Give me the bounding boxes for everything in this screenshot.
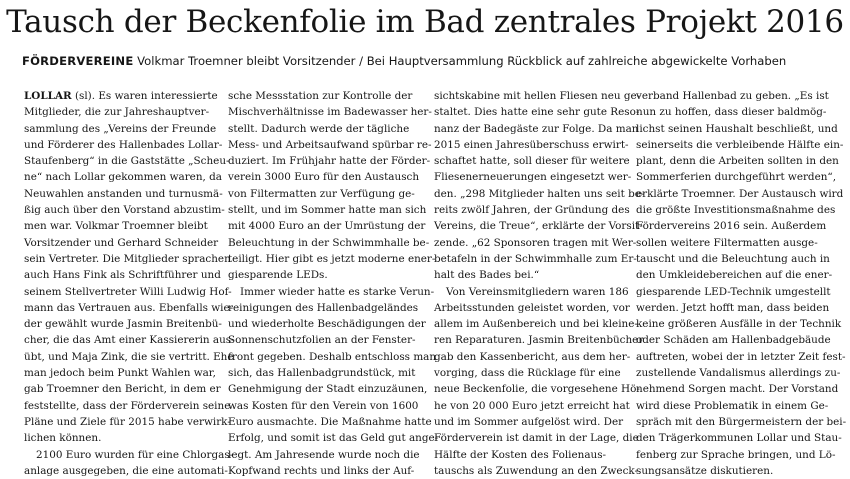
article-text-line: he von 20 000 Euro jetzt erreicht hat — [434, 399, 630, 412]
article-text-line: auch Hans Fink als Schriftführer und — [24, 269, 221, 282]
article-text-line: zende. „62 Sponsoren tragen mit Wer- — [434, 236, 637, 249]
article-text-line: stellt. Dadurch werde der tägliche — [228, 122, 410, 135]
article-text-line: neue Beckenfolie, die vorgesehene Hö- — [434, 383, 640, 396]
article-text-line: plant, denn die Arbeiten sollten in den — [636, 155, 839, 168]
article-text-line: sungsansätze diskutieren. — [636, 464, 774, 477]
article-text-line: ren Reparaturen. Jasmin Breitenbücher — [434, 334, 644, 347]
article-text-line: Sonnenschutzfolien an der Fenster- — [228, 334, 416, 347]
article-text-line: staltet. Dies hatte eine sehr gute Reso- — [434, 106, 640, 119]
article-text-line: nehmend Sorgen macht. Der Vorstand — [636, 383, 839, 396]
article-text-line: Mess- und Arbeitsaufwand spürbar re- — [228, 138, 432, 151]
article-text-line: und wiederholte Beschädigungen der — [228, 318, 426, 331]
article-text-line: der gewählt wurde Jasmin Breitenbü- — [24, 318, 222, 331]
article-text-line: ne“ nach Lollar gekommen waren, da — [24, 171, 222, 184]
article-text-line: ßig auch über den Vorstand abzustim- — [24, 204, 225, 217]
article-text-line: seinerseits die verbleibende Hälfte ein- — [636, 138, 844, 151]
article-text-line: Mischverhältnisse im Badewasser her- — [228, 106, 432, 119]
article-text-line: Mitglieder, die zur Jahreshauptver- — [24, 106, 210, 119]
article-text-line: 2015 einen Jahresüberschuss erwirt- — [434, 138, 629, 151]
article-text-line: man jedoch beim Punkt Wahlen war, — [24, 367, 216, 380]
article-kicker: FÖRDERVEREINE — [22, 54, 134, 68]
article-text-line: lichen können. — [24, 432, 102, 445]
article-text-line: giesparende LED-Technik umgestellt — [636, 285, 831, 298]
article-text-line: Arbeitsstunden geleistet worden, vor — [434, 301, 630, 314]
dateline-place: LOLLAR — [24, 90, 72, 102]
article-text-line: Genehmigung der Stadt einzuzäunen, — [228, 383, 428, 396]
article-text-line: cher, die das Amt einer Kassiererin aus- — [24, 334, 235, 347]
article-text-line: nun zu hoffen, dass dieser baldmög- — [636, 106, 827, 119]
article-text-line: legt. Am Jahresende wurde noch die — [228, 448, 420, 461]
article-text-line: fenberg zur Sprache bringen, und Lö- — [636, 448, 836, 461]
article-text-line: betafeln in der Schwimmhalle zum Er- — [434, 252, 637, 265]
article-text-line: übt, und Maja Zink, die sie vertritt. Ehe — [24, 350, 234, 363]
article-subheadline: Volkmar Troemner bleibt Vorsitzender / Bei Hauptversammlung Rückblick auf zahlreiche abgewickelte Vorhaben — [137, 54, 787, 68]
article-text-line: feststellte, dass der Förderverein seine — [24, 399, 231, 412]
article-text-line: sich, das Hallenbadgrundstück, mit — [228, 367, 416, 380]
article-text-line: von Filtermatten zur Verfügung ge- — [228, 187, 415, 200]
article-text-line: erklärte Troemner. Der Austausch wird — [636, 187, 844, 200]
article-text-line: allem im Außenbereich und bei kleine- — [434, 318, 638, 331]
article-text-line: teiligt. Hier gibt es jetzt moderne ener- — [228, 252, 436, 265]
article-text-line: sammlung des „Vereins der Freunde — [24, 122, 217, 135]
article-text-line: den Trägerkommunen Lollar und Stau- — [636, 432, 842, 445]
article-text-line: den Umkleidebereichen auf die ener- — [636, 269, 833, 282]
article-text-line: men war. Volkmar Troemner bleibt — [24, 220, 208, 233]
article-text-line: stellt, und im Sommer hatte man sich — [228, 204, 427, 217]
article-text-line: seinem Stellvertreter Willi Ludwig Hof- — [24, 285, 232, 298]
article-subheadline-row — [22, 53, 850, 69]
article-text-line: Fördervereins 2016 sein. Außerdem — [636, 220, 827, 233]
article-text-line: keine größeren Ausfälle in der Technik — [636, 318, 842, 331]
article-text-line: was Kosten für den Verein von 1600 — [228, 399, 419, 412]
article-text-line: spräch mit den Bürgermeistern der bei- — [636, 415, 847, 428]
article-text-line: Immer wieder hatte es starke Verun- — [240, 285, 435, 298]
article-text-line: Vereins, die Treue“, erklärte der Vorsit- — [434, 220, 643, 233]
article-column-2 — [228, 88, 439, 479]
article-text-line: schaftet hatte, soll dieser für weitere — [434, 155, 630, 168]
article-text-line: gab Troemner den Bericht, in dem er — [24, 383, 221, 396]
article-text-line: sollen weitere Filtermatten ausge- — [636, 236, 818, 249]
article-text-line: anlage ausgegeben, die eine automati- — [24, 464, 228, 477]
article-text-line: Von Vereinsmitgliedern waren 186 — [446, 285, 629, 298]
article-text-line — [24, 88, 218, 104]
article-text-line: mann das Vertrauen aus. Ebenfalls wie- — [24, 301, 234, 314]
article-text-line: sche Messstation zur Kontrolle der — [228, 90, 413, 102]
article-column-3 — [434, 88, 645, 479]
article-text-line: giesparende LEDs. — [228, 269, 328, 282]
article-text-line: Sommerferien durchgeführt werden“, — [636, 171, 837, 184]
article-text-line: duziert. Im Frühjahr hatte der Förder- — [228, 155, 431, 168]
article-text-line: tauschs als Zuwendung an den Zweck- — [434, 464, 639, 477]
article-text-line: 2100 Euro wurden für eine Chlorgas- — [36, 448, 234, 461]
article-text-line: Beleuchtung in der Schwimmhalle be- — [228, 236, 430, 249]
article-text-line: verband Hallenbad zu geben. „Es ist — [636, 90, 829, 102]
article-text-line: und Förderer des Hallenbades Lollar- — [24, 138, 223, 151]
article-text-line: Vorsitzender und Gerhard Schneider — [24, 236, 219, 249]
article-text-line: front gegeben. Deshalb entschloss man — [228, 350, 437, 363]
article-text-line: wird diese Problematik in einem Ge- — [636, 399, 829, 412]
article-text-line: reinigungen des Hallenbadgeländes — [228, 301, 419, 314]
article-text-fragment: (sl). Es waren interessierte — [71, 90, 218, 102]
article-text-line: tauscht und die Beleuchtung auch in — [636, 252, 830, 265]
article-text-line: gab den Kassenbericht, aus dem her- — [434, 350, 631, 363]
article-column-1 — [24, 88, 235, 479]
article-text-line: vorging, dass die Rücklage für eine — [434, 367, 621, 380]
article-text-line: werden. Jetzt hofft man, dass beiden — [636, 301, 830, 314]
article-text-line: verein 3000 Euro für den Austausch — [228, 171, 420, 184]
article-text-line: zustellende Vandalismus allerdings zu- — [636, 367, 841, 380]
article-text-line: Staufenberg“ in die Gaststätte „Scheu- — [24, 155, 230, 168]
article-text-line: Neuwahlen anstanden und turnusmä- — [24, 187, 223, 200]
article-text-line: oder Schäden am Hallenbadgebäude — [636, 334, 831, 347]
article-text-line: Förderverein ist damit in der Lage, die — [434, 432, 639, 445]
article-text-line: Kopfwand rechts und links der Auf- — [228, 464, 415, 477]
article-text-line: lichst seinen Haushalt beschließt, und — [636, 122, 838, 135]
article-text-line: halt des Bades bei.“ — [434, 269, 540, 282]
article-text-line: Hälfte der Kosten des Folienaus- — [434, 448, 607, 461]
article-text-line: auftreten, wobei der in letzter Zeit fest- — [636, 350, 846, 363]
article-text-line: sein Vertreter. Die Mitglieder sprachen — [24, 252, 231, 265]
article-column-4 — [636, 88, 847, 479]
article-text-line: mit 4000 Euro an der Umrüstung der — [228, 220, 426, 233]
article-text-line: Euro ausmachte. Die Maßnahme hatte — [228, 415, 432, 428]
article-text-line: Fliesenerneuerungen eingesetzt wer- — [434, 171, 632, 184]
article-text-line: und im Sommer aufgelöst wird. Der — [434, 415, 624, 428]
article-text-line: Erfolg, und somit ist das Geld gut ange- — [228, 432, 439, 445]
article-text-line: nanz der Badegäste zur Folge. Da man — [434, 122, 639, 135]
article-text-line: sichtskabine mit hellen Fliesen neu ge- — [434, 90, 641, 102]
article-text-line: den. „298 Mitglieder halten uns seit be- — [434, 187, 645, 200]
article-text-line: Pläne und Ziele für 2015 habe verwirk- — [24, 415, 231, 428]
article-text-line: reits zwölf Jahren, der Gründung des — [434, 204, 630, 217]
article-text-line: die größte Investitionsmaßnahme des — [636, 204, 836, 217]
article-headline: Tausch der Beckenfolie im Bad zentrales Projekt 2016 — [6, 4, 844, 40]
